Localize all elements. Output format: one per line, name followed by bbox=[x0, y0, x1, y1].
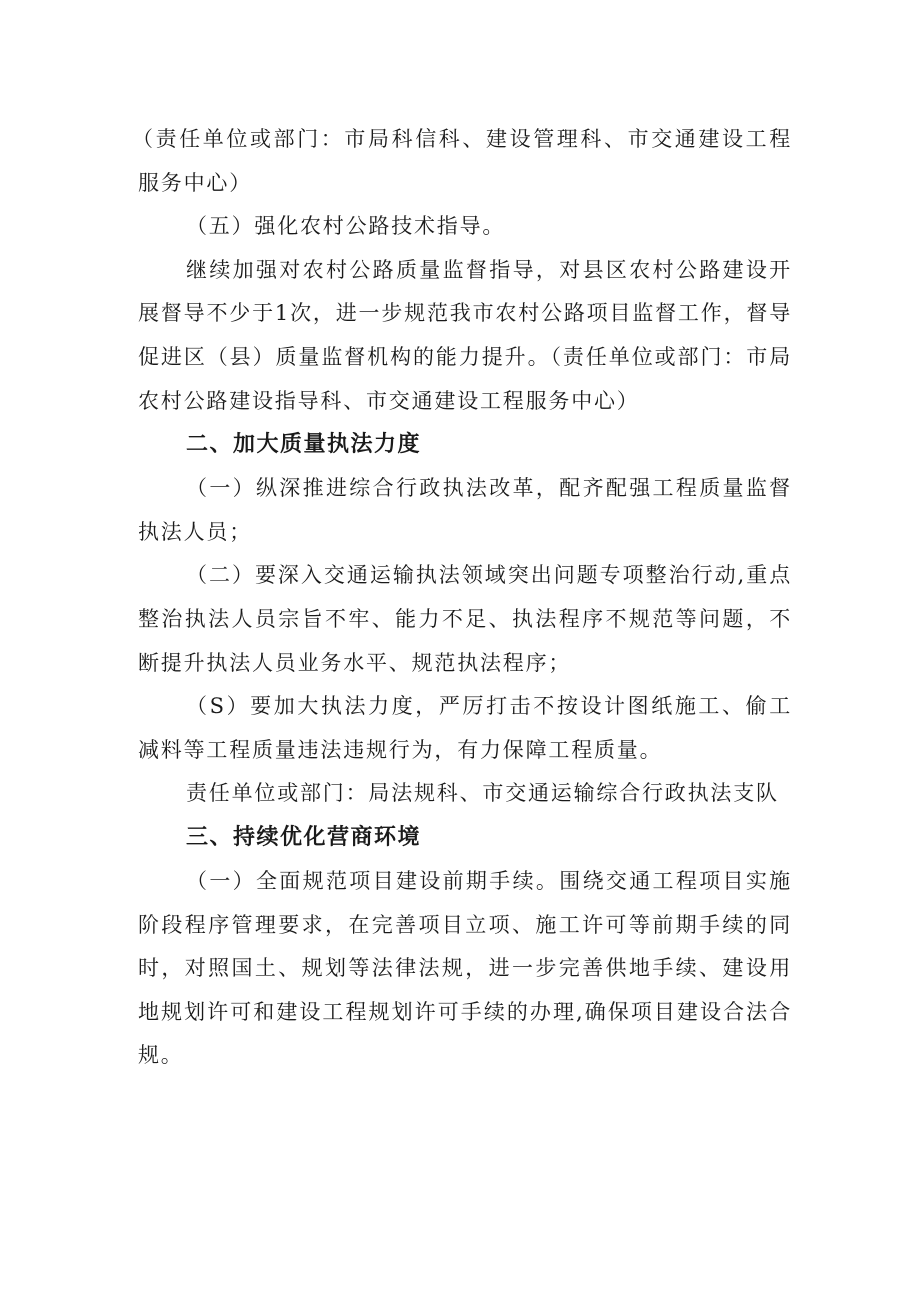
responsibility-note-paragraph: （责任单位或部门：市局科信科、建设管理科、市交通建设工程服务中心） bbox=[132, 127, 792, 195]
body-paragraph: （一）全面规范项目建设前期手续。围绕交通工程项目实施阶段程序管理要求，在完善项目立项、施工许可等前期手续的同时，对照国土、规划等法律法规，进一步完善供地手续、建设用地规划许可和建设工程规划许可手续的办理,确保项目建设合法合规。 bbox=[138, 868, 792, 1068]
body-paragraph: （二）要深入交通运输执法领域突出问题专项整治行动,重点整治执法人员宗旨不牢、能力不足、执法程序不规范等问题，不断提升执法人员业务水平、规范执法程序； bbox=[138, 563, 792, 675]
responsibility-note-paragraph: 责任单位或部门：局法规科、市交通运输综合行政执法支队 bbox=[186, 781, 779, 806]
section-heading: 三、持续优化营商环境 bbox=[186, 824, 422, 850]
body-paragraph: （S）要加大执法力度，严厉打击不按设计图纸施工、偷工减料等工程质量违法违规行为，有力保障工程质量。 bbox=[138, 694, 792, 762]
document-page bbox=[132, 118, 792, 1078]
body-paragraph: 继续加强对农村公路质量监督指导，对县区农村公路建设开展督导不少于1次，进一步规范我市农村公路项目监督工作，督导促进区（县）质量监督机构的能力提升。（责任单位或部门：市局农村公路建设指导科、市交通建设工程服务中心） bbox=[138, 257, 792, 413]
section-item-heading: （五）强化农村公路技术指导。 bbox=[186, 214, 506, 239]
body-paragraph: （一）纵深推进综合行政执法改革，配齐配强工程质量监督执法人员； bbox=[138, 476, 792, 544]
section-heading: 二、加大质量执法力度 bbox=[186, 432, 422, 458]
